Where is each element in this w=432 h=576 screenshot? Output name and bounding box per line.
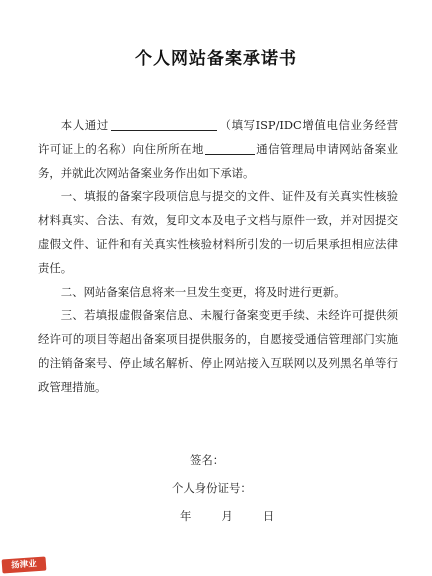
location-blank bbox=[205, 141, 255, 155]
watermark-logo: 扬津业 bbox=[2, 556, 47, 573]
provider-name-blank bbox=[111, 117, 217, 131]
commitment-item-3: 三、若填报虚假备案信息、未履行备案变更手续、未经许可提供须经许可的项目等超出备案项目提供服务的，自愿接受通信管理部门实施的注销备案号、停止域名解析、停止网站接入互联网以及列黑名单等行政管理措施。 bbox=[38, 308, 398, 394]
document-body bbox=[38, 114, 398, 400]
intro-text-1: 本人通过 bbox=[60, 118, 109, 132]
intro-text-3: 通信管理局申请网站备案业务，并就此次网站备案业务作出如下承诺。 bbox=[38, 141, 398, 180]
commitment-item-2: 二、网站备案信息将来一旦发生变更，将及时进行更新。 bbox=[60, 284, 346, 299]
signature-label: 签名： bbox=[190, 453, 225, 467]
date-line bbox=[180, 508, 274, 524]
date-month-label: 月 bbox=[221, 509, 233, 523]
intro-text-2: （填写ISP/IDC增值电信业务经营许可证上的名称）向住所所在地 bbox=[38, 118, 398, 156]
date-day-label: 日 bbox=[262, 509, 275, 523]
commitment-item-1: 一、填报的备案字段项信息与提交的文件、证件及有关真实性核验材料真实、合法、有效，复印文本及电子文档与原件一致，并对因提交虚假文件、证件和有关真实性核验材料所引发的一切后果承担相应法律责任。 bbox=[38, 189, 398, 275]
intro-paragraph bbox=[38, 114, 398, 185]
id-number-label: 个人身份证号： bbox=[172, 481, 252, 495]
date-year-label: 年 bbox=[180, 509, 192, 523]
page-title: 个人网站备案承诺书 bbox=[135, 49, 297, 69]
